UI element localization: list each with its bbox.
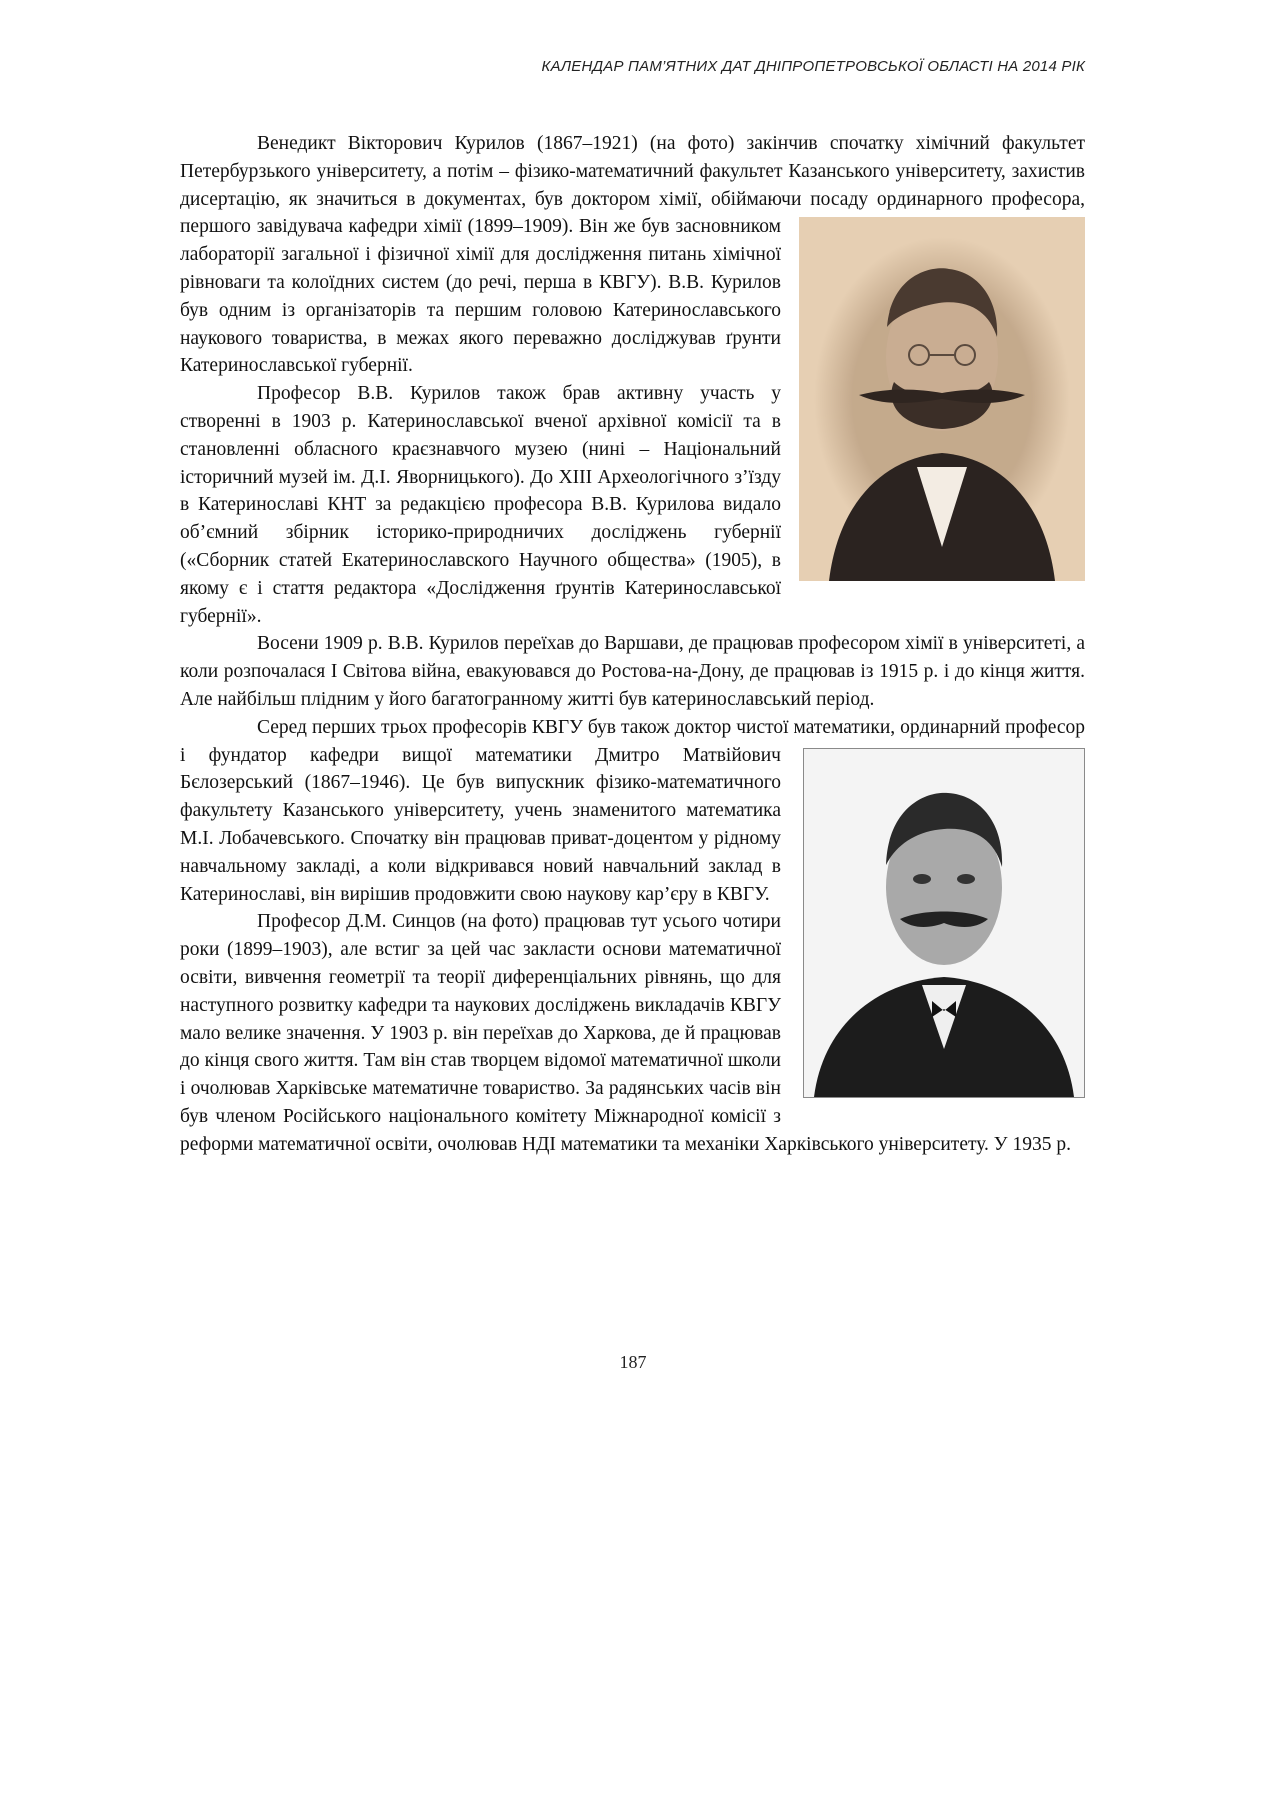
- paragraph-4-rest: динарний професор і фундатор кафедри вищої математики Дмитро Матвійович Бєлозерський (1867–1946). Це був випускник фізико-математичного факультету Казанського університету, учень знаменитого математика М.І. Лобачевського. Спочатку він працював приват-доцентом у рідному навчальному закладі, а коли відкривався новий навчальний заклад в Катеринославі, він вирішив продовжити свою наукову кар’єру в КВГУ.: [180, 716, 1086, 905]
- paragraph-1-lead: Венедикт Вікторович Курилов (1867–1921) (на фото) закінчив спочатку хімічний факультет Петербурзького університету, а потім – фізико-математичний факультет Казанського університету, захистив дисертацію, як значиться в документах, був доктором хімії, обіймаючи посаду ординарного професора, першого завідувача кафедри хімії: [180, 133, 1085, 238]
- portrait-kurylov-image: [799, 217, 1085, 581]
- portrait-photo-sintsov: [803, 748, 1085, 1098]
- portrait-sintsov-image: [804, 749, 1084, 1097]
- paragraph-3: Восени 1909 р. В.В. Курилов переїхав до Варшави, де працював професором хімії в університеті, а коли розпочалася І Світова війна, евакуювався до Ростова-на-Дону, де працював із 1915 р. і до кінця життя. Але найбільш плідним у його багатогранному житті був катеринославський період.: [180, 633, 1085, 710]
- paragraph-4-lead: Серед перших трьох професорів КВГУ був також доктор чистої математики, ор: [257, 716, 920, 738]
- article-body: [180, 130, 1085, 1158]
- paragraph-1: [180, 130, 1085, 380]
- paragraph-1-rest: (1899–1909). Він же був засновником лабораторії загальної і фізичної хімії для дослідження питань хімічної рівноваги та колоїдних систем (до речі, перша в КВГУ). В.В. Курилов був одним із організаторів та першим головою Катеринославського наукового товариства, в межах якого переважно досліджував ґрунти Катеринославської губернії.: [180, 216, 781, 377]
- paragraph-5: Професор Д.М. Синцов (на фото) працював тут усього чотири роки (1899–1903), але встиг за цей час закласти основи математичної освіти, вивчення геометрії та теорії диференціальних рівнянь, що для наступного розвитку кафедри та наукових досліджень викладачів КВГУ мало велике значення. У 1903 р. він переїхав до Харкова, де й працював до кінця свого життя. Там він став творцем відомої математичної школи і очолював Харківське математичне товариство. За радянських часів він був членом Російського національного комітету Міжнародної комісії з реформи математичної освіти, очолював НДІ математики та механіки Харківського університету. У 1935 р.: [180, 911, 1071, 1155]
- paragraph-4: [180, 714, 1085, 909]
- portrait-photo-kurylov: [799, 217, 1085, 581]
- page-number: 187: [619, 1352, 647, 1372]
- running-header: КАЛЕНДАР ПАМ’ЯТНИХ ДАТ ДНІПРОПЕТРОВСЬКОЇ ОБЛАСТІ НА 2014 РІК: [541, 58, 1085, 75]
- paragraph-2: Професор В.В. Курилов також брав активну участь у створенні в 1903 р. Катеринославської вченої архівної комісії та в становленні обласного краєзнавчого музею (нині – Національний історичний музей ім. Д.І. Яворницького). До XIII Археологічного з’їзду в Катеринославі КНТ за редакцією професора В.В. Курилова видало об’ємний збірник історико-природничих досліджень губернії («Сборник статей Екатеринославского Научного общества» (1905), в якому є і стаття редактора «Дослідження ґрунтів Катеринославської губернії».: [180, 383, 781, 627]
